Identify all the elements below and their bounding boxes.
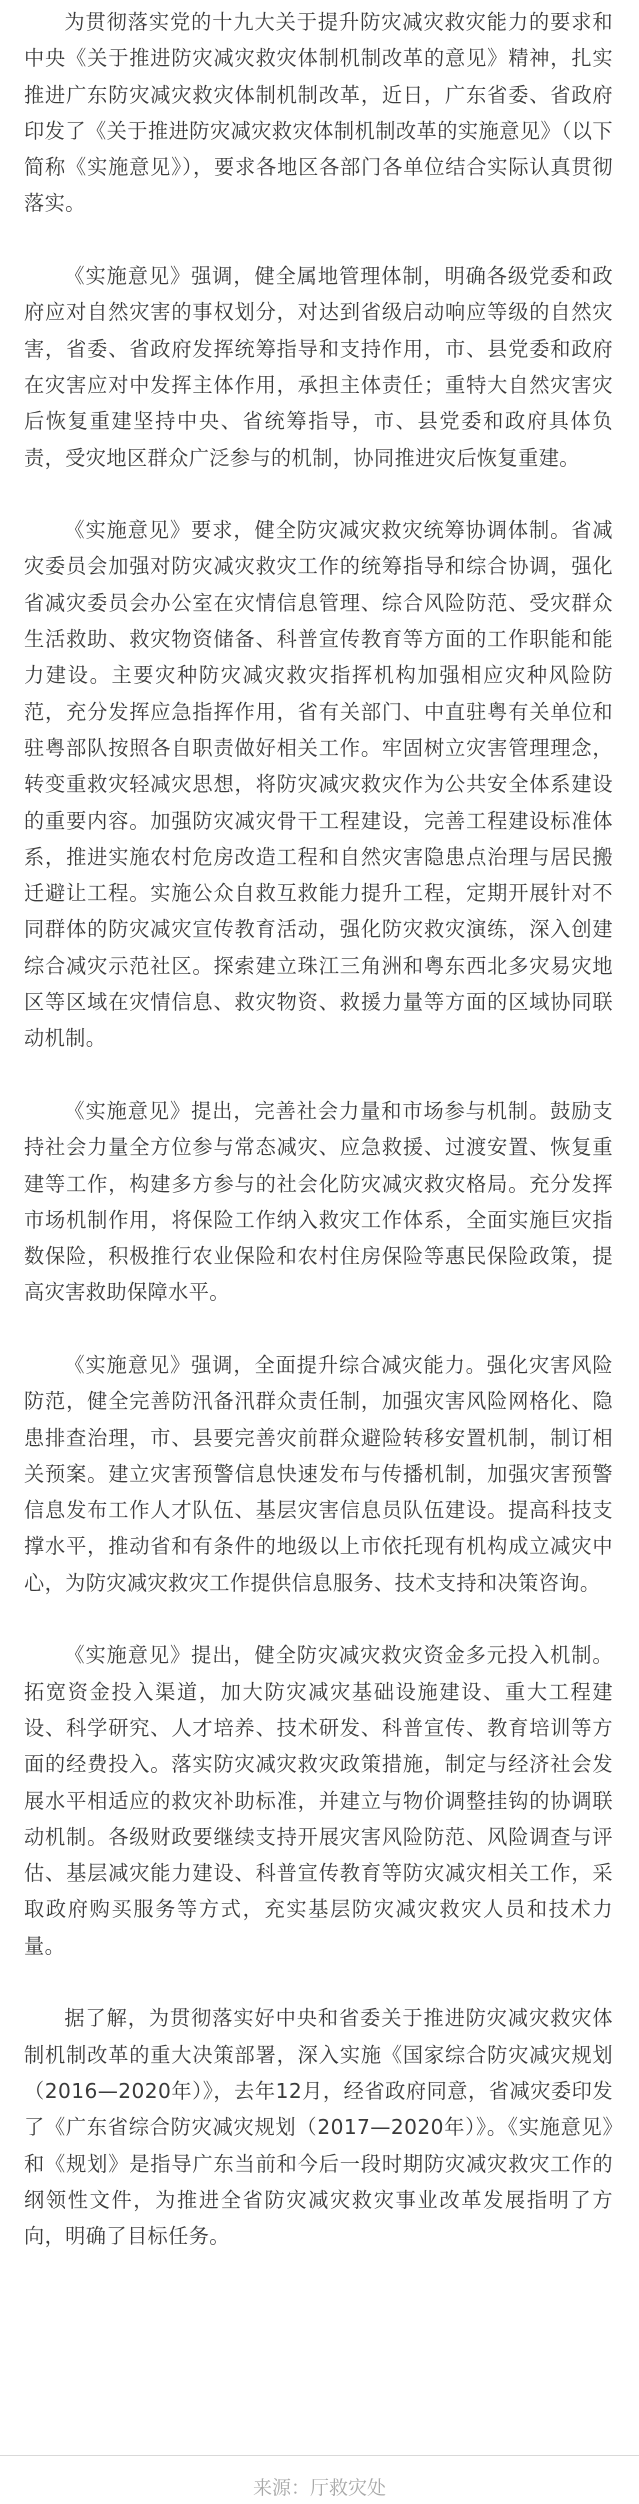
paragraph-territorial-management: 《实施意见》强调，健全属地管理体制，明确各级党委和政府应对自然灾害的事权划分，对达到省级启动响应等级的自然灾害，省委、省政府发挥统筹指导和支持作用，市、县党委和政府在灾害应对中发挥主体作用，承担主体责任；重特大自然灾害灾后恢复重建坚持中央、省统筹指导，市、县党委和政府具体负责，受灾地区群众广泛参与的机制，协同推进灾后恢复重建。 [24,264,613,470]
paragraph-comprehensive-capacity: 《实施意见》强调，全面提升综合减灾能力。强化灾害风险防范，健全完善防汛备汛群众责任制，加强灾害风险网格化、隐患排查治理，市、县要完善灾前群众避险转移安置机制，制订相关预案。建立灾害预警信息快速发布与传播机制，加强灾害预警信息发布工作人才队伍、基层灾害信息员队伍建设。提高科技支撑水平，推动省和有条件的地级以上市依托现有机构成立减灾中心，为防灾减灾救灾工作提供信息服务、技术支持和决策咨询。 [24,1352,613,1595]
paragraph-funding-mechanism: 《实施意见》提出，健全防灾减灾救灾资金多元投入机制。拓宽资金投入渠道，加大防灾减灾基础设施建设、重大工程建设、科学研究、人才培养、技术研发、科普宣传、教育培训等方面的经费投入。落实防灾减灾救灾政策措施，制定与经济社会发展水平相适应的救灾补助标准，并建立与物价调整挂钩的协调联动机制。各级财政要继续支持开展灾害风险防范、风险调查与评估、基层减灾能力建设、科普宣传教育等防灾减灾相关工作，采取政府购买服务等方式，充实基层防灾减灾救灾人员和技术力量。 [24,1643,613,1958]
source-attribution: 来源：厅救灾处 [252,2477,386,2499]
paragraph-background: 据了解，为贯彻落实好中央和省委关于推进防灾减灾救灾体制机制改革的重大决策部署，深入实施《国家综合防灾减灾规划（2016—2020年）》，去年12月，经省政府同意，省减灾委印发了《广东省综合防灾减灾规划（2017—2020年）》。《实施意见》和《规划》是指导广东当前和今后一段时期防灾减灾救灾工作的纲领性文件，为推进全省防灾减灾救灾事业改革发展指明了方向，明确了目标任务。 [24,2006,613,2249]
footer-divider [0,2455,639,2456]
article-footer [0,2455,639,2504]
paragraph-intro: 为贯彻落实党的十九大关于提升防灾减灾救灾能力的要求和中央《关于推进防灾减灾救灾体制机制改革的意见》精神，扎实推进广东防灾减灾救灾体制机制改革，近日，广东省委、省政府印发了《关于推进防灾减灾救灾体制机制改革的实施意见》（以下简称《实施意见》），要求各地区各部门各单位结合实际认真贯彻落实。 [24,10,613,216]
paragraph-social-market-participation: 《实施意见》提出，完善社会力量和市场参与机制。鼓励支持社会力量全方位参与常态减灾、应急救援、过渡安置、恢复重建等工作，构建多方参与的社会化防灾减灾救灾格局。充分发挥市场机制作用，将保险工作纳入救灾工作体系，全面实施巨灾指数保险，积极推行农业保险和农村住房保险等惠民保险政策，提高灾害救助保障水平。 [24,1098,613,1305]
paragraph-coordination-system: 《实施意见》要求，健全防灾减灾救灾统筹协调体制。省减灾委员会加强对防灾减灾救灾工作的统筹指导和综合协调，强化省减灾委员会办公室在灾情信息管理、综合风险防范、受灾群众生活救助、救灾物资储备、科普宣传教育等方面的工作职能和能力建设。主要灾种防灾减灾救灾指挥机构加强相应灾种风险防范，充分发挥应急指挥作用，省有关部门、中直驻粤有关单位和驻粤部队按照各自职责做好相关工作。牢固树立灾害管理理念，转变重救灾轻减灾思想，将防灾减灾救灾作为公共安全体系建设的重要内容。加强防灾减灾骨干工程建设，完善工程建设标准体系，推进实施农村危房改造工程和自然灾害隐患点治理与居民搬迁避让工程。实施公众自救互救能力提升工程，定期开展针对不同群体的防灾减灾宣传教育活动，强化防灾救灾演练，深入创建综合减灾示范社区。探索建立珠江三角洲和粤东西北多灾易灾地区等区域在灾情信息、救灾物资、救援力量等方面的区域协同联动机制。 [24,518,613,1051]
